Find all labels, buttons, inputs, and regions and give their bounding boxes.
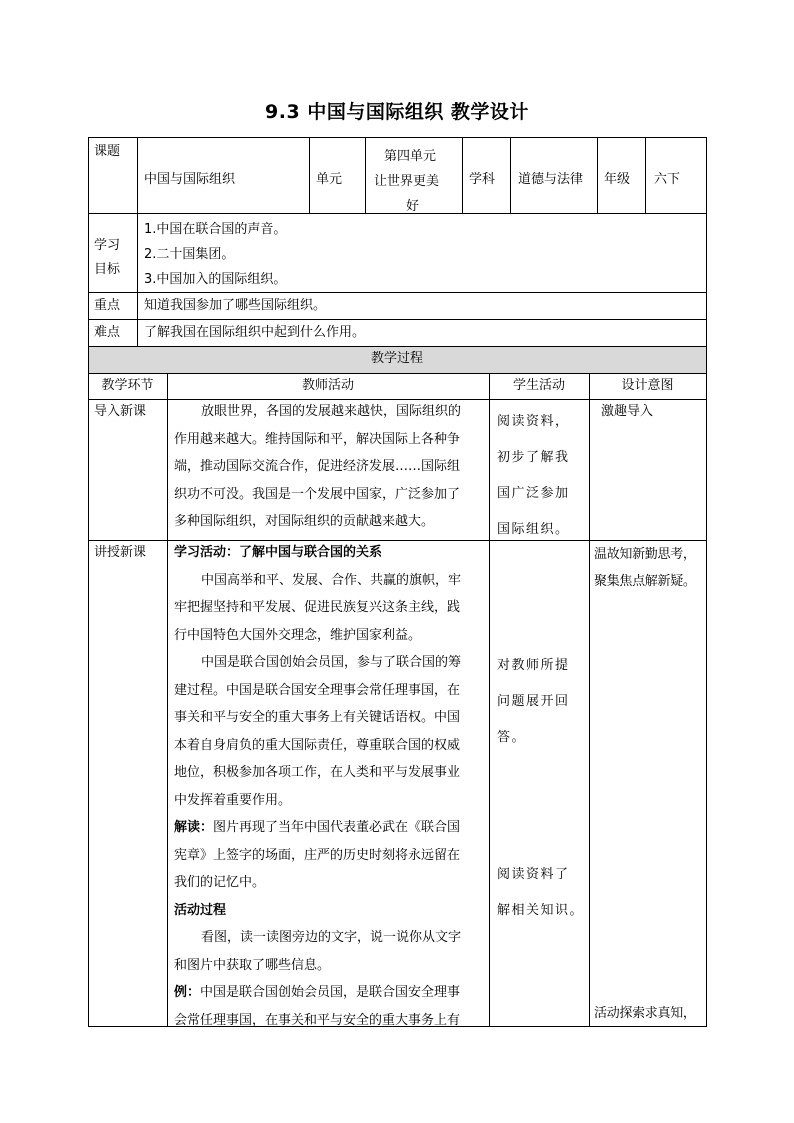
intro-intent: 激趣导入 xyxy=(601,404,654,419)
subject-value: 道德与法律 xyxy=(518,172,584,187)
table-border-left xyxy=(88,137,89,1027)
grade-value: 六下 xyxy=(654,172,681,187)
col-divider xyxy=(489,373,490,1027)
col-divider xyxy=(137,137,138,346)
grade-label: 年级 xyxy=(604,172,631,187)
example-line: 例：中国是联合国创始会员国，是联合国安全理事 xyxy=(174,985,461,1000)
interpretation-line: 解读：图片再现了当年中国代表董必武在《联合国 xyxy=(174,820,461,835)
lecture-student-a: 对教师所提 问题展开回 答。 xyxy=(497,658,570,745)
lecture-phase: 讲授新课 xyxy=(94,545,147,560)
subject-label: 学科 xyxy=(469,172,496,187)
col-header-student: 学生活动 xyxy=(512,378,565,393)
difficulty-text: 了解我国在国际组织中起到什么作用。 xyxy=(144,325,366,340)
course-label: 课题 xyxy=(94,144,121,159)
intro-student-text: 阅读资料， 初步了解我 国广泛参加 国际组织。 xyxy=(497,414,570,537)
lecture-teacher-text: 学习活动：了解中国与联合国的关系 中国高举和平、发展、合作、共赢的旗帜，牢 牢把握坚持和平发展、促进民族复兴这条主线，践 行中国特色大国外交理念，维护国家利益。 中国是联合国创始会员国，参与了联合国的筹 建过程。中国是联合国安全理事会常任理事国，在 事关和平与安全的重大事务上有关键话语权。中国 本着自身肩负的重大国际责任，尊重联合国的权威 地位，积极参加各项工作，在人类和平与发展事业 中发挥着重要作用。 解读：图片再现了当年中国代表董必武在《联合国 宪章》上签字的场面，庄严的历史时刻将永远留在 我们的记忆中。 活动过程 看图，读一读图旁边的文字，说一说你从文字 和图片中获取了哪些信息。 例：中国是联合国创始会员国，是联合国安全理事 会常任理事国，在事关和平与安全的重大事务上有 xyxy=(174,539,486,1034)
goal-item: 1.中国在联合国的声音。 xyxy=(144,222,287,237)
col-divider xyxy=(309,137,310,213)
col-divider xyxy=(365,137,366,213)
course-value: 中国与国际组织 xyxy=(144,172,236,187)
row-divider xyxy=(88,292,707,293)
difficulty-label: 难点 xyxy=(94,325,121,340)
activity-title: 学习活动：了解中国与联合国的关系 xyxy=(174,545,383,560)
lecture-intent-a: 温故知新勤思考， 聚集焦点解新疑。 xyxy=(594,547,696,589)
goal-item: 3.中国加入的国际组织。 xyxy=(144,272,287,287)
goals-list xyxy=(144,217,286,292)
table-border-top xyxy=(88,137,707,138)
row-divider xyxy=(88,346,707,347)
goal-item: 2.二十国集团。 xyxy=(144,247,235,262)
col-divider xyxy=(167,373,168,1027)
col-header-intent: 设计意图 xyxy=(621,378,674,393)
col-divider xyxy=(462,137,463,213)
col-divider xyxy=(645,137,646,213)
lecture-student-b: 阅读资料了 解相关知识。 xyxy=(497,867,585,918)
col-divider xyxy=(589,373,590,1027)
goals-label: 学习 目标 xyxy=(94,238,121,277)
process-label: 活动过程 xyxy=(174,902,227,918)
page-title: 9.3 中国与国际组织 教学设计 xyxy=(265,101,529,123)
unit-label: 单元 xyxy=(316,172,343,187)
unit-value: 第四单元 让世界更美 好 xyxy=(374,149,440,214)
row-divider xyxy=(88,319,707,320)
col-header-teacher: 教师活动 xyxy=(301,378,354,393)
process-header: 教学过程 xyxy=(370,351,423,366)
key-point-label: 重点 xyxy=(94,298,121,313)
col-header-phase: 教学环节 xyxy=(101,378,154,393)
key-point-text: 知道我国参加了哪些国际组织。 xyxy=(144,298,327,313)
intro-teacher-text: 放眼世界，各国的发展越来越快，国际组织的 作用越来越大。维持国际和平，解决国际上各种争 端，推动国际交流合作，促进经济发展……国际组 织功不可没。我国是一个发展中国家，广泛参加了 多种国际组织，对国际组织的贡献越来越大。 xyxy=(174,404,462,529)
row-divider xyxy=(88,373,707,374)
intro-phase: 导入新课 xyxy=(94,404,147,419)
col-divider xyxy=(510,137,511,213)
table-border-right xyxy=(706,137,707,1027)
col-divider xyxy=(597,137,598,213)
lecture-intent-b: 活动探索求真知， xyxy=(594,1006,696,1021)
